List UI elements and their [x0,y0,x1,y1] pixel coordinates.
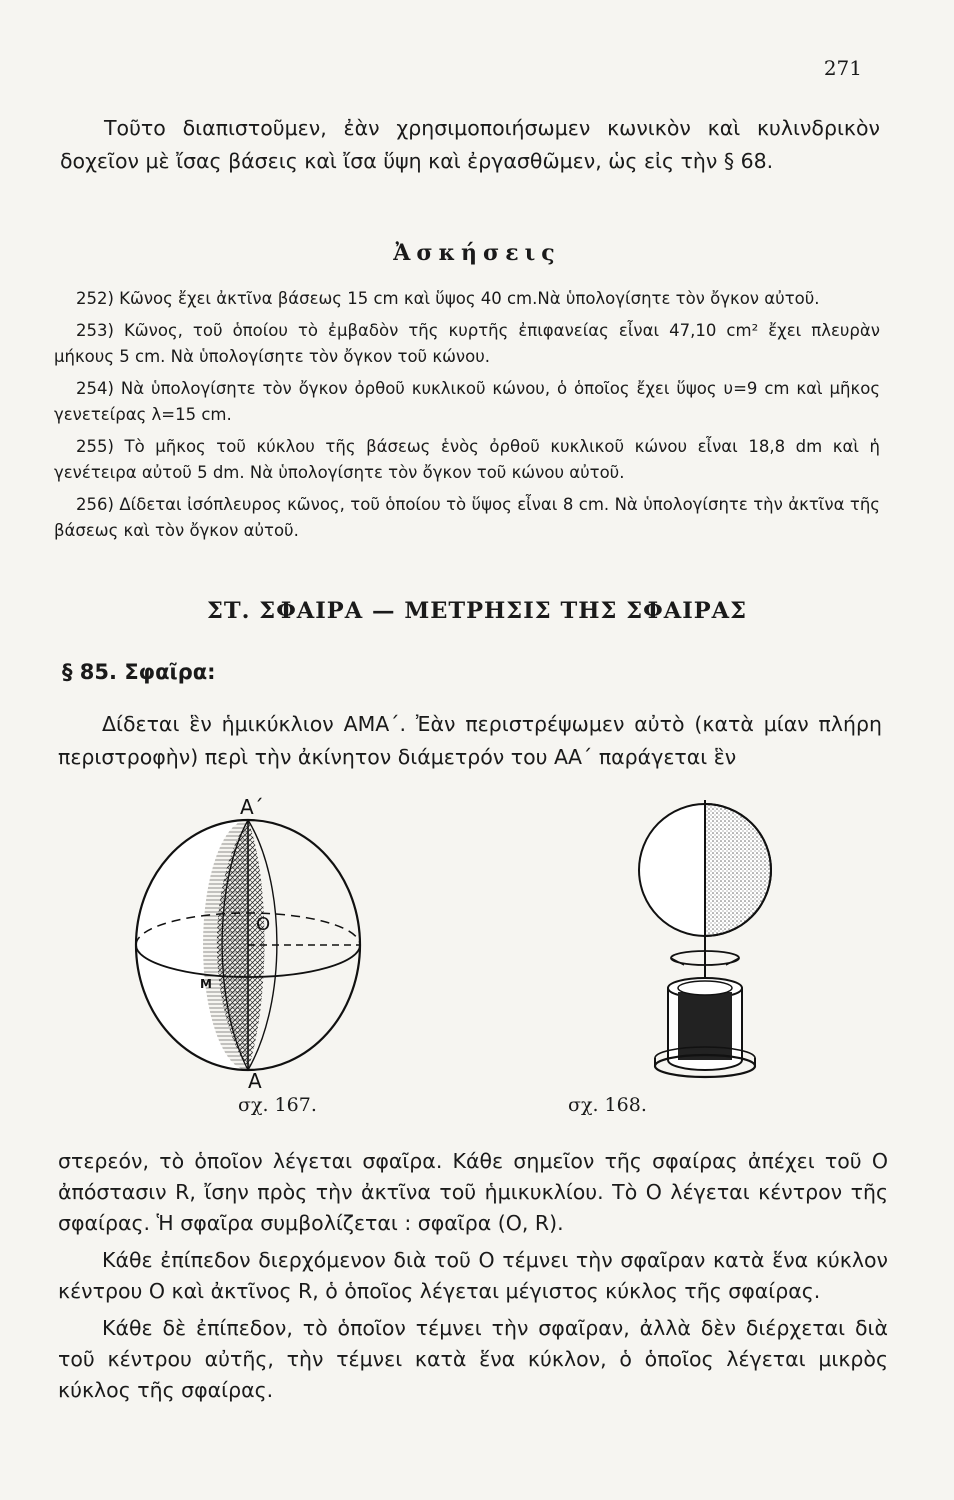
exercise-254: 254) Νὰ ὑπολογίσητε τὸν ὄγκον ὀρθοῦ κυκλικοῦ κώνου, ὁ ὁποῖος ἔχει ὕψος υ=9 cm καὶ μῆκος γενετείρας λ=15 cm. [54,379,880,424]
exercise-256: 256) Δίδεται ἰσόπλευρος κῶνος, τοῦ ὁποίου τὸ ὕψος εἶναι 8 cm. Νὰ ὑπολογίσητε τὴν ἀκτῖνα τῆς βάσεως καὶ τὸν ὄγκον αὐτοῦ. [54,495,880,540]
caption-167: σχ. 167. [238,1094,317,1116]
intro-paragraph [60,112,880,178]
figure-168-apparatus [620,800,800,1082]
body-paragraphs-2 [58,1146,888,1412]
exercises-list [54,286,880,550]
intro-text: Τοῦτο διαπιστοῦμεν, ἐὰν χρησιμοποιήσωμεν κωνικὸν καὶ κυλινδρικὸν δοχεῖον μὲ ἴσας βάσεις καὶ ἴσα ὕψη καὶ ἐργασθῶμεν, ὡς εἰς τὴν § 68. [60,116,880,173]
label-o: Ο [256,914,271,935]
body2-paragraph-2: Κάθε ἐπίπεδον διερχόμενον διὰ τοῦ Ο τέμνει τὴν σφαῖραν κατὰ ἕνα κύκλον κέντρου Ο καὶ ἀκτῖνος R, ὁ ὁποῖος λέγεται μέγιστος κύκλος τῆς σφαίρας. [58,1248,888,1303]
body2-paragraph-3: Κάθε δὲ ἐπίπεδον, τὸ ὁποῖον τέμνει τὴν σφαῖραν, ἀλλὰ δὲν διέρχεται διὰ τοῦ κέντρου αὐτῆς, τὴν τέμνει κατὰ ἕνα κύκλον, ὁ ὁποῖος λέγεται μικρὸς κύκλος τῆς σφαίρας. [58,1316,888,1402]
exercise-252: 252) Κῶνος ἔχει ἀκτῖνα βάσεως 15 cm καὶ ὕψος 40 cm.Νὰ ὑπολογίσητε τὸν ὄγκον αὐτοῦ. [76,289,820,308]
label-m: Μ [200,977,212,991]
body2-paragraph-1: στερεόν, τὸ ὁποῖον λέγεται σφαῖρα. Κάθε σημεῖον τῆς σφαίρας ἀπέχει τοῦ Ο ἀπόστασιν R, ἴσην πρὸς τὴν ἀκτῖνα τοῦ ἡμικυκλίου. Τὸ Ο λέγεται κέντρον τῆς σφαίρας. Ἡ σφαῖρα συμβολίζεται : σφαῖρα (Ο, R). [58,1149,888,1235]
page-number: 271 [823,56,862,80]
exercise-253: 253) Κῶνος, τοῦ ὁποίου τὸ ἐμβαδὸν τῆς κυρτῆς ἐπιφανείας εἶναι 47,10 cm² ἔχει πλευρὰν μήκους 5 cm. Νὰ ὑπολογίσητε τὸν ὄγκον τοῦ κώνου. [54,321,880,366]
body-paragraph-1 [58,708,882,774]
exercises-heading: Ἀσκήσεις [393,240,561,266]
label-a: Α [248,1069,262,1090]
section-title: ΣΤ. ΣΦΑΙΡΑ — ΜΕΤΡΗΣΙΣ ΤΗΣ ΣΦΑΙΡΑΣ [206,598,748,624]
exercise-255: 255) Τὸ μῆκος τοῦ κύκλου τῆς βάσεως ἑνὸς ὀρθοῦ κυκλικοῦ κώνου εἶναι 18,8 dm καὶ ἡ γενέτειρα αὐτοῦ 5 dm. Νὰ ὑπολογίσητε τὸν ὄγκον τοῦ κώνου αὐτοῦ. [54,437,880,482]
label-a-prime: Α΄ [240,795,264,819]
subsection-heading: § 85. Σφαῖρα: [62,660,216,684]
body1-text: Δίδεται ἓν ἡμικύκλιον ΑΜΑ΄. Ἐὰν περιστρέψωμεν αὐτὸ (κατὰ μίαν πλήρη περιστροφὴν) περὶ τὴν ἀκίνητον διάμετρόν του ΑΑ΄ παράγεται ἓν [58,712,882,769]
figure-167-sphere [120,790,410,1090]
caption-168: σχ. 168. [568,1094,647,1116]
